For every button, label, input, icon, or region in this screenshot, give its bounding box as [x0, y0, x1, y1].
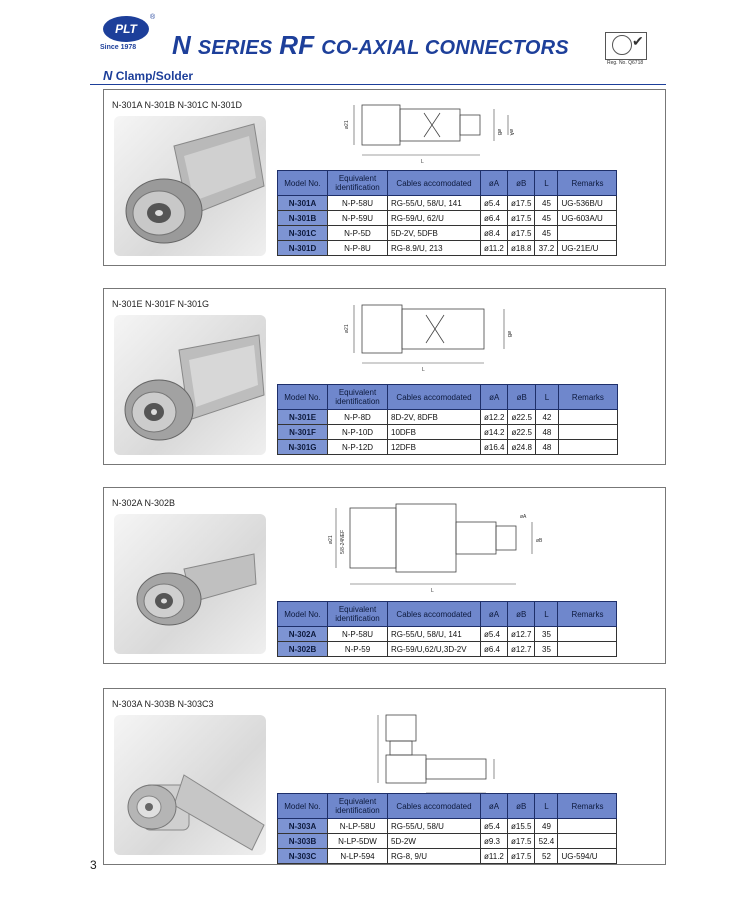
cell-remarks: UG-536B/U	[558, 196, 617, 211]
cell-l: 48	[535, 440, 558, 455]
table-header-row	[278, 385, 618, 410]
table-header-row	[278, 794, 617, 819]
table-row	[278, 425, 618, 440]
cell-remarks	[558, 410, 617, 425]
product-panel-n301e-g	[103, 288, 666, 465]
cell-remarks	[558, 425, 617, 440]
drawing-label-dim1: ø21	[328, 535, 334, 544]
cell-a: ø5.4	[481, 627, 508, 642]
spec-table-1	[277, 170, 617, 256]
cell-a: ø14.2	[481, 425, 508, 440]
cell-b: ø17.5	[508, 211, 535, 226]
cell-remarks: UG-603A/U	[558, 211, 617, 226]
cell-model: N-303A	[278, 819, 328, 834]
cell-a: ø9.3	[481, 834, 508, 849]
cell-equivalent: N-P-12D	[328, 440, 388, 455]
cell-model: N-301B	[278, 211, 328, 226]
subtitle-text: Clamp/Solder	[115, 69, 194, 83]
table-row	[278, 849, 617, 864]
col-b: øB	[508, 602, 535, 627]
cell-model: N-301D	[278, 241, 328, 256]
col-b: øB	[508, 171, 535, 196]
col-equivalent: Equivalent identification	[328, 794, 388, 819]
cell-model: N-303C	[278, 849, 328, 864]
subtitle-n: N	[103, 68, 113, 83]
product-panel-n303a-c	[103, 688, 666, 865]
cell-equivalent: N-LP-58U	[328, 819, 388, 834]
panel-heading: N-301E N-301F N-301G	[112, 299, 210, 309]
cell-a: ø5.4	[481, 196, 508, 211]
plt-logo	[103, 16, 149, 42]
col-equivalent: Equivalent identification	[328, 171, 388, 196]
drawing-label-a: øA	[520, 514, 527, 520]
table-row	[278, 627, 617, 642]
cell-l: 35	[535, 642, 558, 657]
col-l: L	[535, 602, 558, 627]
col-b: øB	[508, 385, 535, 410]
title-rf: RF	[279, 30, 315, 60]
connector-drawing-3	[326, 498, 556, 593]
cell-cables: RG-55/U, 58/U, 141	[388, 196, 481, 211]
title-series: SERIES	[197, 37, 273, 59]
cell-a: ø12.2	[481, 410, 508, 425]
cell-cables: RG-59/U, 62/U	[388, 211, 481, 226]
cell-remarks	[558, 834, 617, 849]
cell-model: N-301E	[278, 410, 328, 425]
cell-remarks	[558, 226, 617, 241]
cell-equivalent: N-P-10D	[328, 425, 388, 440]
connector-photo	[114, 514, 266, 654]
spec-table-4	[277, 793, 617, 864]
certification-seal-icon	[612, 35, 632, 55]
table-row	[278, 440, 618, 455]
cell-equivalent: N-P-8U	[328, 241, 388, 256]
col-l: L	[535, 171, 558, 196]
table-row	[278, 642, 617, 657]
header-divider	[90, 84, 666, 85]
cell-remarks	[558, 642, 617, 657]
col-model: Model No.	[278, 794, 328, 819]
cell-model: N-301F	[278, 425, 328, 440]
col-remarks: Remarks	[558, 385, 617, 410]
col-a: øA	[481, 794, 508, 819]
cell-remarks: UG-594/U	[558, 849, 617, 864]
cell-model: N-301A	[278, 196, 328, 211]
cell-b: ø17.5	[508, 196, 535, 211]
connector-drawing-4	[374, 709, 504, 799]
spec-table-3	[277, 601, 617, 657]
col-cables: Cables accomodated	[388, 385, 481, 410]
drawing-label-a: øA	[508, 129, 514, 136]
cell-cables: 5D-2V, 5DFB	[388, 226, 481, 241]
cell-l: 37.2	[535, 241, 558, 256]
cell-l: 49	[535, 819, 558, 834]
cell-cables: 12DFB	[388, 440, 481, 455]
cell-remarks	[558, 627, 617, 642]
col-l: L	[535, 385, 558, 410]
checkmark-icon: ✔	[632, 33, 644, 49]
col-equivalent: Equivalent identification	[328, 385, 388, 410]
panel-heading: N-303A N-303B N-303C3	[112, 699, 214, 709]
connector-photo	[114, 715, 266, 855]
drawing-label-dim1: ø21	[344, 120, 350, 129]
cell-b: ø12.7	[508, 642, 535, 657]
product-panel-n302a-b	[103, 487, 666, 664]
col-cables: Cables accomodated	[388, 171, 481, 196]
col-remarks: Remarks	[558, 794, 617, 819]
cell-a: ø8.4	[481, 226, 508, 241]
col-cables: Cables accomodated	[388, 602, 481, 627]
drawing-label-l: L	[431, 588, 434, 593]
cell-a: ø16.4	[481, 440, 508, 455]
cell-l: 52	[535, 849, 558, 864]
drawing-label-b: øB	[536, 538, 543, 544]
connector-photo	[114, 116, 266, 256]
cell-model: N-302A	[278, 627, 328, 642]
spec-table-2	[277, 384, 618, 455]
cell-l: 45	[535, 211, 558, 226]
table-row	[278, 226, 617, 241]
cell-model: N-301G	[278, 440, 328, 455]
table-header-row	[278, 171, 617, 196]
col-a: øA	[481, 385, 508, 410]
since-label: Since 1978	[100, 44, 137, 51]
cell-b: ø24.8	[508, 440, 535, 455]
drawing-label-dim1: ø21	[344, 324, 350, 333]
cell-cables: 8D-2V, 8DFB	[388, 410, 481, 425]
page-title	[172, 30, 569, 61]
cell-cables: RG-59/U,62/U,3D-2V	[388, 642, 481, 657]
cell-cables: RG-55/U, 58/U	[388, 819, 481, 834]
cell-a: ø6.4	[481, 642, 508, 657]
section-subtitle	[103, 68, 193, 83]
cell-equivalent: N-P-59	[328, 642, 388, 657]
cell-model: N-302B	[278, 642, 328, 657]
cell-cables: 5D-2W	[388, 834, 481, 849]
cell-equivalent: N-P-58U	[328, 196, 388, 211]
cell-cables: RG-55/U, 58/U, 141	[388, 627, 481, 642]
cell-remarks	[558, 819, 617, 834]
table-row	[278, 211, 617, 226]
col-cables: Cables accomodated	[388, 794, 481, 819]
panel-heading: N-301A N-301B N-301C N-301D	[112, 100, 243, 110]
registration-number: Reg. No. Q6718	[607, 60, 644, 66]
cell-a: ø6.4	[481, 211, 508, 226]
title-rest: CO-AXIAL CONNECTORS	[321, 37, 569, 59]
cell-model: N-301C	[278, 226, 328, 241]
cell-a: ø11.2	[481, 241, 508, 256]
table-row	[278, 196, 617, 211]
cell-b: ø22.5	[508, 410, 535, 425]
col-equivalent: Equivalent identification	[328, 602, 388, 627]
logo-text: PLT	[115, 22, 137, 36]
cell-equivalent: N-P-58U	[328, 627, 388, 642]
cell-b: ø15.5	[508, 819, 535, 834]
col-model: Model No.	[278, 385, 328, 410]
cell-equivalent: N-P-59U	[328, 211, 388, 226]
cell-b: ø18.8	[508, 241, 535, 256]
cell-remarks: UG-21E/U	[558, 241, 617, 256]
cell-l: 48	[535, 425, 558, 440]
cell-model: N-303B	[278, 834, 328, 849]
drawing-label-b: øB	[496, 129, 502, 136]
product-panel-n301a-d	[103, 89, 666, 266]
drawing-label-l: L	[421, 159, 424, 165]
col-b: øB	[508, 794, 535, 819]
logo-registered-mark: ®	[150, 14, 156, 21]
table-row	[278, 819, 617, 834]
col-remarks: Remarks	[558, 602, 617, 627]
cell-b: ø17.5	[508, 849, 535, 864]
cell-remarks	[558, 440, 617, 455]
col-a: øA	[481, 602, 508, 627]
cell-l: 45	[535, 226, 558, 241]
connector-drawing-1	[344, 95, 514, 165]
title-n: N	[172, 30, 191, 60]
panel-heading: N-302A N-302B	[112, 498, 176, 508]
cell-equivalent: N-LP-594	[328, 849, 388, 864]
col-a: øA	[481, 171, 508, 196]
table-row	[278, 241, 617, 256]
cell-b: ø17.5	[508, 834, 535, 849]
connector-photo	[114, 315, 266, 455]
page-number: 3	[90, 858, 97, 872]
table-row	[278, 410, 618, 425]
cell-l: 42	[535, 410, 558, 425]
col-model: Model No.	[278, 171, 328, 196]
col-model: Model No.	[278, 602, 328, 627]
cell-cables: RG-8, 9/U	[388, 849, 481, 864]
cell-cables: 10DFB	[388, 425, 481, 440]
table-row	[278, 834, 617, 849]
drawing-label-b: øB	[506, 331, 512, 338]
col-remarks: Remarks	[558, 171, 617, 196]
cell-equivalent: N-P-8D	[328, 410, 388, 425]
cell-l: 45	[535, 196, 558, 211]
cell-equivalent: N-P-5D	[328, 226, 388, 241]
cell-cables: RG-8.9/U, 213	[388, 241, 481, 256]
connector-drawing-2	[344, 297, 524, 372]
cell-b: ø22.5	[508, 425, 535, 440]
cell-l: 52.4	[535, 834, 558, 849]
cell-l: 35	[535, 627, 558, 642]
cell-equivalent: N-LP-5DW	[328, 834, 388, 849]
table-header-row	[278, 602, 617, 627]
cell-b: ø17.5	[508, 226, 535, 241]
cell-b: ø12.7	[508, 627, 535, 642]
drawing-label-l: L	[422, 367, 425, 372]
drawing-label-dim2: 5/8-24NEF	[340, 529, 346, 554]
cell-a: ø11.2	[481, 849, 508, 864]
col-l: L	[535, 794, 558, 819]
cell-a: ø5.4	[481, 819, 508, 834]
